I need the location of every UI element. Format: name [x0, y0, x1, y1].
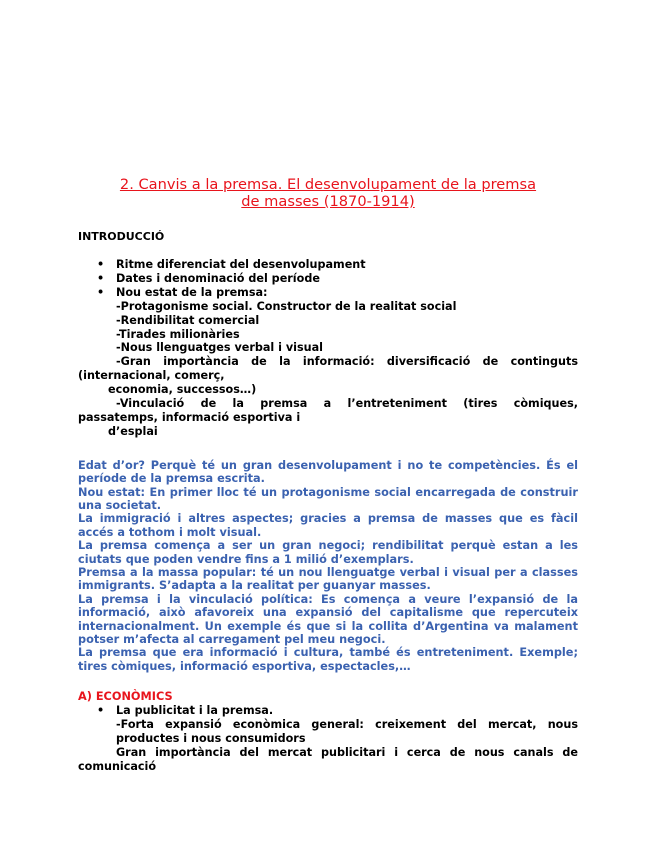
section-a-sub-1: -Forta expansió econòmica general: creixement del mercat, nous productes i nous consumidors	[116, 717, 578, 745]
intro-bullet-3: • Nou estat de la premsa:	[78, 286, 578, 300]
section-a-sub-2: Gran importància del mercat publicitari i cerca de nous canals de comunicació	[78, 745, 578, 773]
note-paragraph: Nou estat: En primer lloc té un protagonisme social encarregada de construir una societat.	[78, 485, 578, 512]
title-line-1: 2. Canvis a la premsa. El desenvolupament de la premsa	[119, 176, 537, 193]
intro-bullet-list	[78, 258, 578, 300]
intro-ent-wrap: passatemps, informació esportiva i	[78, 410, 301, 424]
document-page	[78, 176, 578, 774]
note-paragraph: La premsa comença a ser un gran negoci; rendibilitat perquè estan a les ciutats que poden vendre fins a 1 milió d’exemplars.	[78, 539, 578, 566]
intro-heading: INTRODUCCIÓ	[78, 230, 165, 243]
intro-info-line: -Gran importància de la informació: diversificació de continguts	[116, 355, 578, 369]
intro-bullet-2: • Dates i denominació del període	[78, 272, 578, 286]
section-a-bullet-list	[78, 704, 578, 718]
intro-info-wrap: (internacional, comerç,	[78, 369, 225, 383]
section-a-heading: A) ECONÒMICS	[78, 690, 173, 704]
notes-block	[78, 459, 578, 674]
page-title	[78, 176, 578, 210]
intro-bullet-1: • Ritme diferenciat del desenvolupament	[78, 258, 578, 272]
title-line-2: de masses (1870-1914)	[241, 193, 415, 210]
intro-sub-item-4: -Nous llenguatges verbal i visual	[116, 341, 324, 355]
note-paragraph: Premsa a la massa popular: té un nou llenguatge verbal i visual per a classes immigrants. S’adapta a la realitat per guanyar masses.	[78, 566, 578, 593]
section-a-body	[78, 704, 578, 774]
intro-sub-item-3: -Tirades milionàries	[116, 327, 240, 341]
intro-sub-item-1: -Protagonisme social. Constructor de la realitat social	[116, 299, 457, 313]
note-paragraph: La premsa que era informació i cultura, també és entreteniment. Exemple; tires còmiques, informació esportiva, espectacles,…	[78, 646, 578, 673]
note-paragraph: La immigració i altres aspectes; gracies a premsa de masses que es fàcil accés a tothom i molt visual.	[78, 512, 578, 539]
intro-ent-line: -Vinculació de la premsa a l’entreteniment (tires còmiques,	[116, 397, 578, 411]
intro-info-cont: economia, successos…)	[108, 383, 257, 397]
note-paragraph: La premsa i la vinculació política: Es comença a veure l’expansió de la informació, això afavoreix una expansió del capitalisme que repercuteix internacionalment. Un exemple és que si la collita d’Argentina va malament potser m’afecta al carregament pel meu negoci.	[78, 592, 578, 647]
section-a-bullet: • La publicitat i la premsa.	[78, 704, 578, 718]
note-paragraph: Edat d’or? Perquè té un gran desenvolupament i no te competències. És el període de la premsa escrita.	[78, 458, 578, 486]
intro-sub-item-2: -Rendibilitat comercial	[116, 313, 260, 327]
intro-ent-cont: d’esplai	[108, 424, 158, 438]
intro-section	[78, 258, 578, 439]
